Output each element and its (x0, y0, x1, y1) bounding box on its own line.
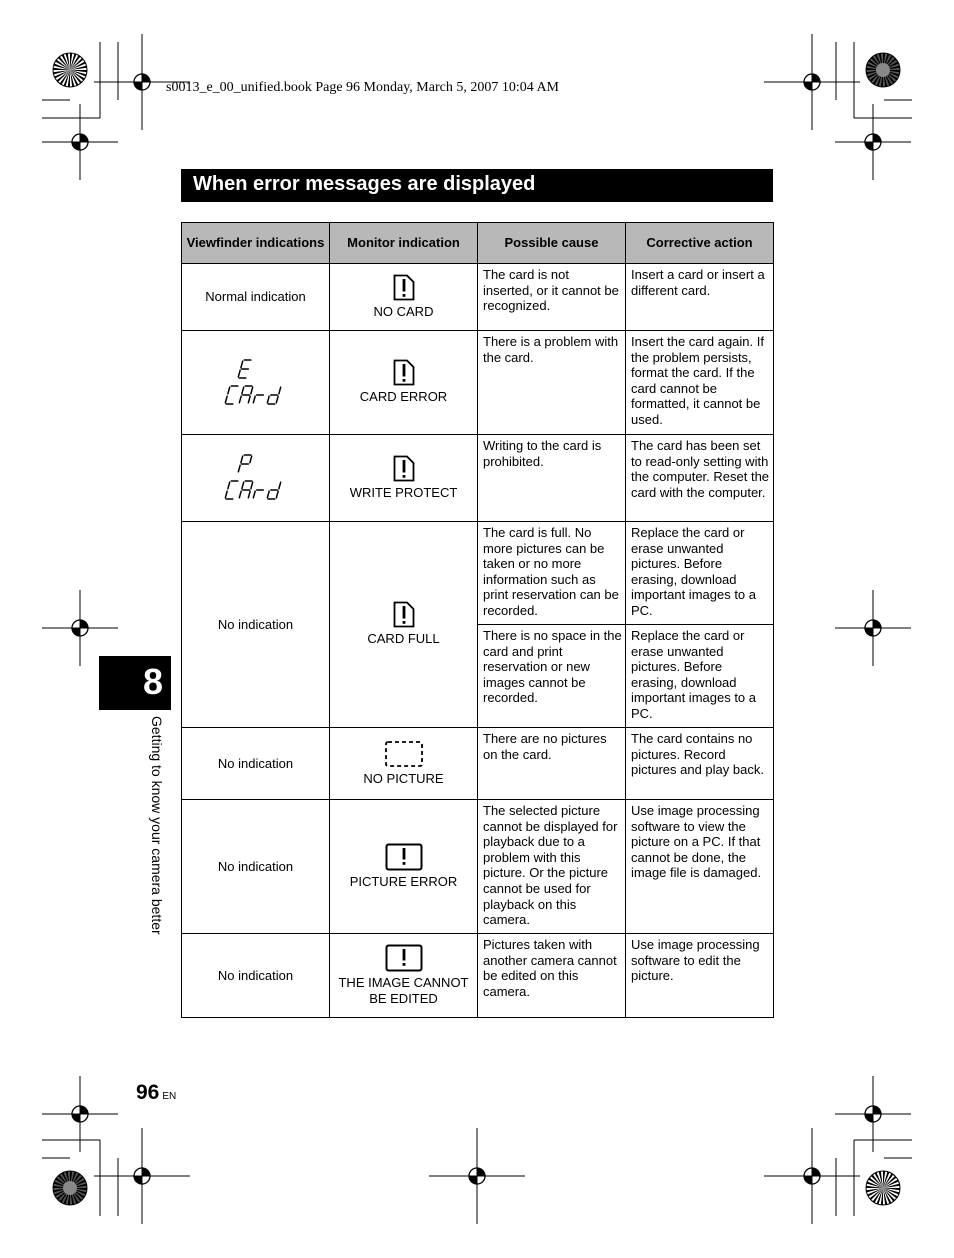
monitor-cell (330, 435, 478, 522)
possible-cause-text: The card is full. No more pictures can be taken or no more information such as print reservation can be recorded. (483, 525, 619, 618)
p-card-lcd (221, 452, 291, 504)
monitor-cell (330, 331, 478, 435)
registration-target (835, 1076, 911, 1152)
corrective-action-text: Replace the card or erase unwanted pictures. Before erasing, download important images to a PC. (631, 628, 757, 721)
corrective-action-cell (626, 264, 774, 331)
corrective-action-text: Use image processing software to edit the picture. (631, 937, 760, 984)
chapter-tab (99, 656, 171, 710)
color-star-target (866, 1171, 900, 1205)
corrective-action-cell (626, 934, 774, 1018)
possible-cause-cell (478, 264, 626, 331)
possible-cause-text: There are no pictures on the card. (483, 731, 607, 762)
corrective-action-cell (626, 522, 774, 625)
corrective-action-cell (626, 331, 774, 435)
corrective-action-cell (626, 728, 774, 800)
monitor-cell (330, 264, 478, 331)
corrective-action-text: Use image processing software to view the picture on a PC. If that cannot be done, the image file is damaged. (631, 803, 762, 881)
corrective-action-text: The card has been set to read-only setting with the computer. Reset the card with the computer. (631, 438, 770, 500)
e-card-lcd (221, 357, 291, 409)
viewfinder-cell (182, 264, 330, 331)
possible-cause-text: There is a problem with the card. (483, 334, 619, 365)
possible-cause-cell (478, 934, 626, 1018)
viewfinder-text: No indication (217, 616, 294, 632)
monitor-cell (330, 934, 478, 1018)
monitor-indication-text: NO CARD (373, 303, 434, 319)
monitor-cell (330, 522, 478, 728)
monitor-cell (330, 728, 478, 800)
monitor-indication-text: CARD ERROR (359, 389, 448, 405)
viewfinder-text: Normal indication (205, 289, 306, 305)
viewfinder-cell (182, 331, 330, 435)
registration-target (835, 104, 911, 180)
registration-target (42, 590, 118, 666)
language-code: EN (162, 1091, 177, 1102)
monitor-indication-text: PICTURE ERROR (349, 873, 458, 889)
registration-target (42, 1076, 118, 1152)
side-chapter-label: Getting to know your camera better (149, 716, 165, 935)
possible-cause-cell (478, 435, 626, 522)
table-row (182, 435, 774, 522)
registration-target (764, 34, 860, 130)
possible-cause-cell (478, 728, 626, 800)
page-number-value: 96 (136, 1081, 160, 1104)
possible-cause-text: Writing to the card is prohibited. (483, 438, 602, 469)
viewfinder-text: No indication (217, 858, 294, 874)
viewfinder-cell (182, 800, 330, 934)
corrective-action-cell (626, 625, 774, 728)
corrective-action-text: Insert the card again. If the problem persists, format the card. If the card cannot be formatted, it cannot be used. (631, 334, 764, 427)
monitor-indication-text: CARD FULL (367, 631, 440, 647)
corrective-action-cell (626, 800, 774, 934)
color-star-target (866, 53, 900, 87)
column-header: Monitor indication (330, 223, 478, 264)
viewfinder-cell (182, 728, 330, 800)
page-number (136, 1081, 176, 1105)
error-messages-table (181, 222, 774, 1018)
viewfinder-text: No indication (217, 755, 294, 771)
possible-cause-cell (478, 625, 626, 728)
table-row (182, 800, 774, 934)
column-header: Corrective action (626, 223, 774, 264)
viewfinder-cell (182, 522, 330, 728)
exclamation-card-icon (393, 274, 415, 301)
viewfinder-text: No indication (217, 967, 294, 983)
registration-target (764, 1128, 860, 1224)
corrective-action-text: Insert a card or insert a different card. (631, 267, 765, 298)
table-row (182, 934, 774, 1018)
exclamation-frame-icon (385, 944, 423, 972)
viewfinder-cell (182, 934, 330, 1018)
table-row (182, 331, 774, 435)
possible-cause-text: There is no space in the card and print reservation or new images cannot be recorded. (483, 628, 622, 706)
exclamation-frame-icon (385, 843, 423, 871)
file-info-header: s0013_e_00_unified.book Page 96 Monday, March 5, 2007 10:04 AM (166, 80, 559, 95)
table-row (182, 264, 774, 331)
column-header: Possible cause (478, 223, 626, 264)
chapter-number: 8 (142, 661, 163, 702)
registration-target (429, 1128, 525, 1224)
section-title-bar (181, 169, 773, 202)
monitor-indication-text: THE IMAGE CANNOT BE EDITED (338, 974, 469, 1006)
viewfinder-cell (182, 435, 330, 522)
possible-cause-cell (478, 800, 626, 934)
monitor-indication-text: WRITE PROTECT (349, 484, 458, 500)
registration-target (94, 1128, 190, 1224)
possible-cause-text: The selected picture cannot be displayed for playback due to a problem with this picture. Or the picture cannot be used for playback on this camera. (483, 803, 618, 928)
color-star-target (53, 53, 87, 87)
registration-target (42, 104, 118, 180)
dashed-frame-icon (384, 740, 424, 768)
possible-cause-cell (478, 522, 626, 625)
monitor-indication-text: NO PICTURE (363, 770, 444, 786)
possible-cause-text: The card is not inserted, or it cannot be recognized. (483, 267, 619, 314)
corrective-action-text: The card contains no pictures. Record pictures and play back. (631, 731, 764, 778)
exclamation-card-icon (393, 359, 415, 386)
possible-cause-cell (478, 331, 626, 435)
corrective-action-text: Replace the card or erase unwanted pictures. Before erasing, download important images to a PC. (631, 525, 757, 618)
column-header: Viewfinder indications (182, 223, 330, 264)
color-star-target (53, 1171, 87, 1205)
possible-cause-text: Pictures taken with another camera cannot be edited on this camera. (483, 937, 617, 999)
corrective-action-cell (626, 435, 774, 522)
exclamation-card-icon (393, 455, 415, 482)
monitor-cell (330, 800, 478, 934)
table-header-row (182, 223, 774, 264)
registration-target (835, 590, 911, 666)
table-row (182, 728, 774, 800)
table-row (182, 522, 774, 625)
exclamation-card-icon (393, 601, 415, 628)
section-title: When error messages are displayed (193, 173, 536, 195)
